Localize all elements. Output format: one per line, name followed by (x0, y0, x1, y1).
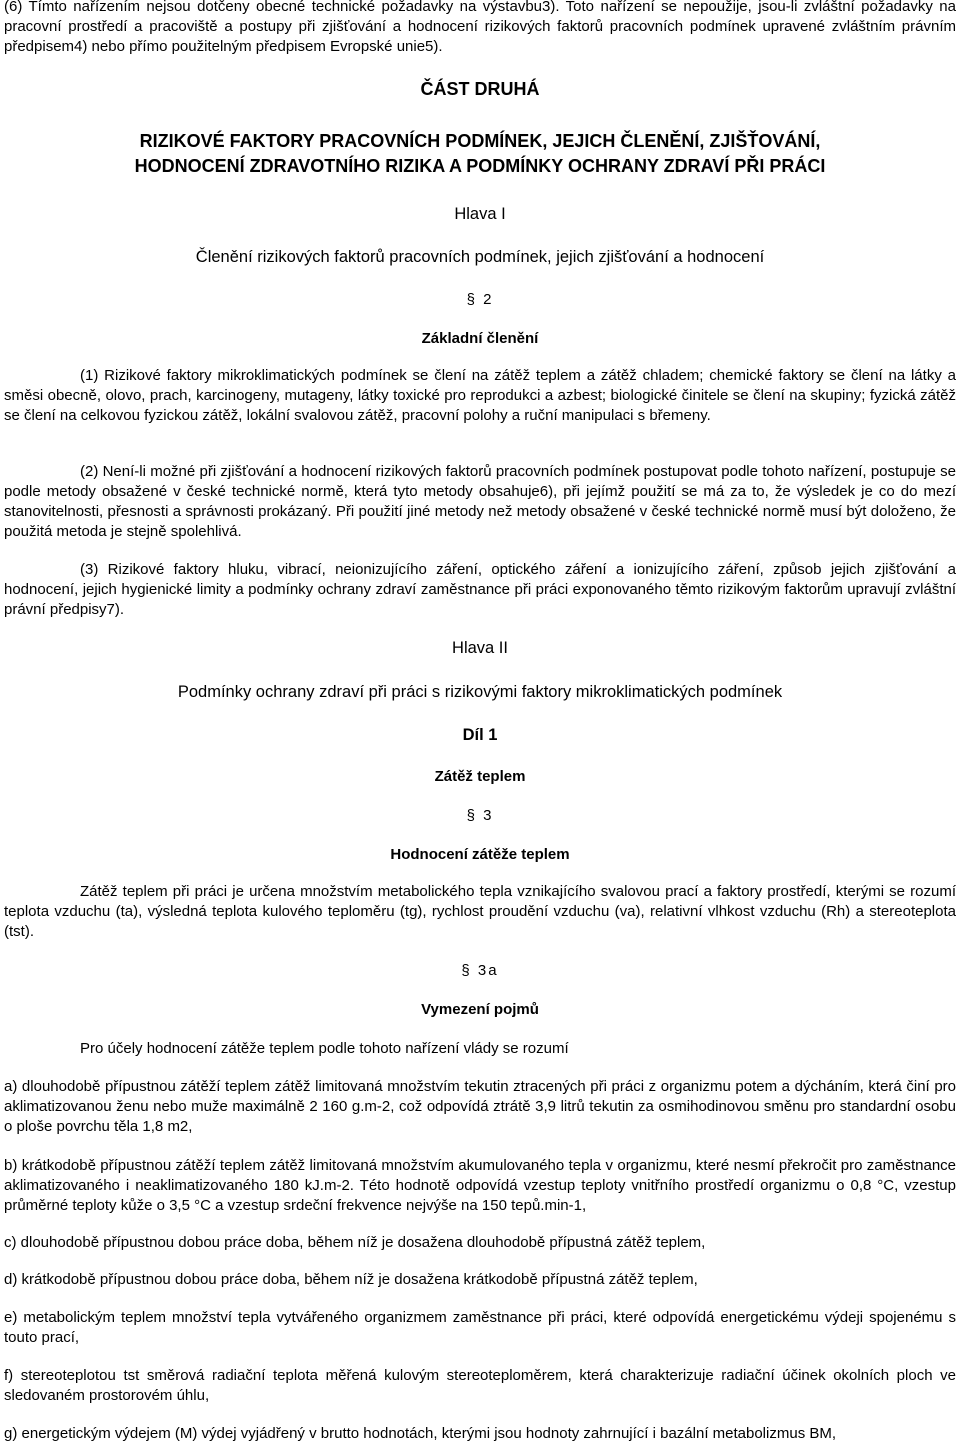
section-3-number: § 3 (466, 807, 494, 824)
definition-item-a: a) dlouhodobě přípustnou zátěží teplem zátěž limitovaná množstvím tekutin ztracených při práci z organizmu potem a dýcháním, která činí pro aklimatizovanou ženu nebo muže maximálně 2 160 g.m-2, což odpovídá ztrátě 3,9 litrů tekutin za osmihodinovou směnu pro standardní osobu o ploše povrchu těla 1,8 m2, (4, 1078, 956, 1135)
definition-item-b: b) krátkodobě přípustnou zátěží teplem zátěž limitovaná množstvím akumulovaného tepla v organizmu, které nesmí překročit pro zaměstnance aklimatizovaného i neaklimatizovaného 180 kJ.m-2. Této hodnotě odpovídá vzestup teploty vnitřního prostředí organizmu o 0,8 °C, vzestup průměrné teploty kůže o 3,5 °C a vzestup srdeční frekvence nejvýše na 150 tepů.min-1, (4, 1157, 956, 1214)
section-2-paragraph-2: (2) Není-li možné při zjišťování a hodnocení rizikových faktorů pracovních podmínek postupovat podle tohoto nařízení, postupuje se podle metody obsažené v české technické normě, která tyto metody obsahuje6), při jejímž použití se má za to, že výsledek je co do mezí stanovitelnosti, přesnosti a správnosti prokázaný. Při použití jiné metody než metody obsažené v české technické normě musí být doloženo, že použitá metoda je stejně spolehlivá. (4, 463, 956, 540)
section-3a-number: § 3a (461, 962, 499, 979)
definition-item-f: f) stereoteplotou tst směrová radiační teplota měřená kulovým stereoteploměrem, která charakterizuje radiační účinek okolních ploch ve sledovaném prostorovém úhlu, (4, 1367, 956, 1404)
section-3a-intro: Pro účely hodnocení zátěže teplem podle tohoto nařízení vlády se rozumí (80, 1040, 569, 1057)
section-3-text: Zátěž teplem při práci je určena množstvím metabolického tepla vznikajícího svalovou prací a faktory prostředí, kterými se rozumí teplota vzduchu (ta), výsledná teplota kulového teploměru (tg), rychlost proudění vzduchu (va), relativní vlhkost vzduchu (Rh) a stereoteplota (tst). (4, 883, 956, 940)
part-heading-line-1: RIZIKOVÉ FAKTORY PRACOVNÍCH PODMÍNEK, JEJICH ČLENĚNÍ, ZJIŠŤOVÁNÍ, (139, 131, 821, 151)
head-2-title: Podmínky ochrany zdraví při práci s rizikovými faktory mikroklimatických podmínek (177, 683, 783, 701)
part-heading-line-2: HODNOCENÍ ZDRAVOTNÍHO RIZIKA A PODMÍNKY OCHRANY ZDRAVÍ PŘI PRÁCI (134, 156, 826, 176)
section-2-title: Základní členění (421, 330, 539, 347)
section-3a-title: Vymezení pojmů (421, 1001, 539, 1018)
section-2-paragraph-3: (3) Rizikové faktory hluku, vibrací, neionizujícího záření, optického záření a ionizujícího záření, způsob jejich zjišťování a hodnocení, jejich hygienické limity a podmínky ochrany zdraví zaměstnance při práci exponovaného těmto rizikovým faktorům upravují zvláštní právní předpisy7). (4, 561, 956, 618)
paragraph-6: (6) Tímto nařízením nejsou dotčeny obecné technické požadavky na výstavbu3). Toto nařízení se nepoužije, jsou-li zvláštní požadavky na pracovní prostředí a pracoviště a postupy při zjišťování a hodnocení rizikových faktorů pracovních podmínek upravené zvláštním právním předpisem4) nebo přímo použitelným předpisem Evropské unie5). (4, 0, 956, 55)
definition-item-e: e) metabolickým teplem množství tepla vytvářeného organizmem zaměstnance při práci, které odpovídá energetickému výdeji spojenému s touto prací, (4, 1309, 956, 1346)
head-1-title: Členění rizikových faktorů pracovních podmínek, jejich zjišťování a hodnocení (195, 248, 765, 266)
part-1-title: Zátěž teplem (434, 768, 526, 785)
section-3-title: Hodnocení zátěže teplem (390, 846, 570, 863)
definition-item-c: c) dlouhodobě přípustnou dobou práce doba, během níž je dosažena dlouhodobě přípustná zátěž teplem, (4, 1234, 706, 1251)
part-title: ČÁST DRUHÁ (420, 79, 540, 99)
definition-item-d: d) krátkodobě přípustnou dobou práce doba, během níž je dosažena krátkodobě přípustná zátěž teplem, (4, 1271, 698, 1288)
head-1-label: Hlava I (454, 205, 506, 223)
section-2-paragraph-1: (1) Rizikové faktory mikroklimatických podmínek se člení na zátěž teplem a zátěž chladem; chemické faktory se člení na látky a směsi obecně, olovo, prach, karcinogeny, mutageny, látky toxické pro reprodukci a azbest; biologické činitele se člení na skupiny; fyzická zátěž se člení na celkovou fyzickou zátěž, lokální svalovou zátěž, pracovní polohy a ruční manipulaci s břemeny. (4, 367, 956, 424)
definition-item-g: g) energetickým výdejem (M) výdej vyjádřený v brutto hodnotách, kterými jsou hodnoty zahrnující i bazální metabolizmus BM, (4, 1425, 837, 1442)
section-2-number: § 2 (466, 291, 494, 308)
part-1-label: Díl 1 (462, 726, 498, 744)
head-2-label: Hlava II (452, 639, 508, 657)
